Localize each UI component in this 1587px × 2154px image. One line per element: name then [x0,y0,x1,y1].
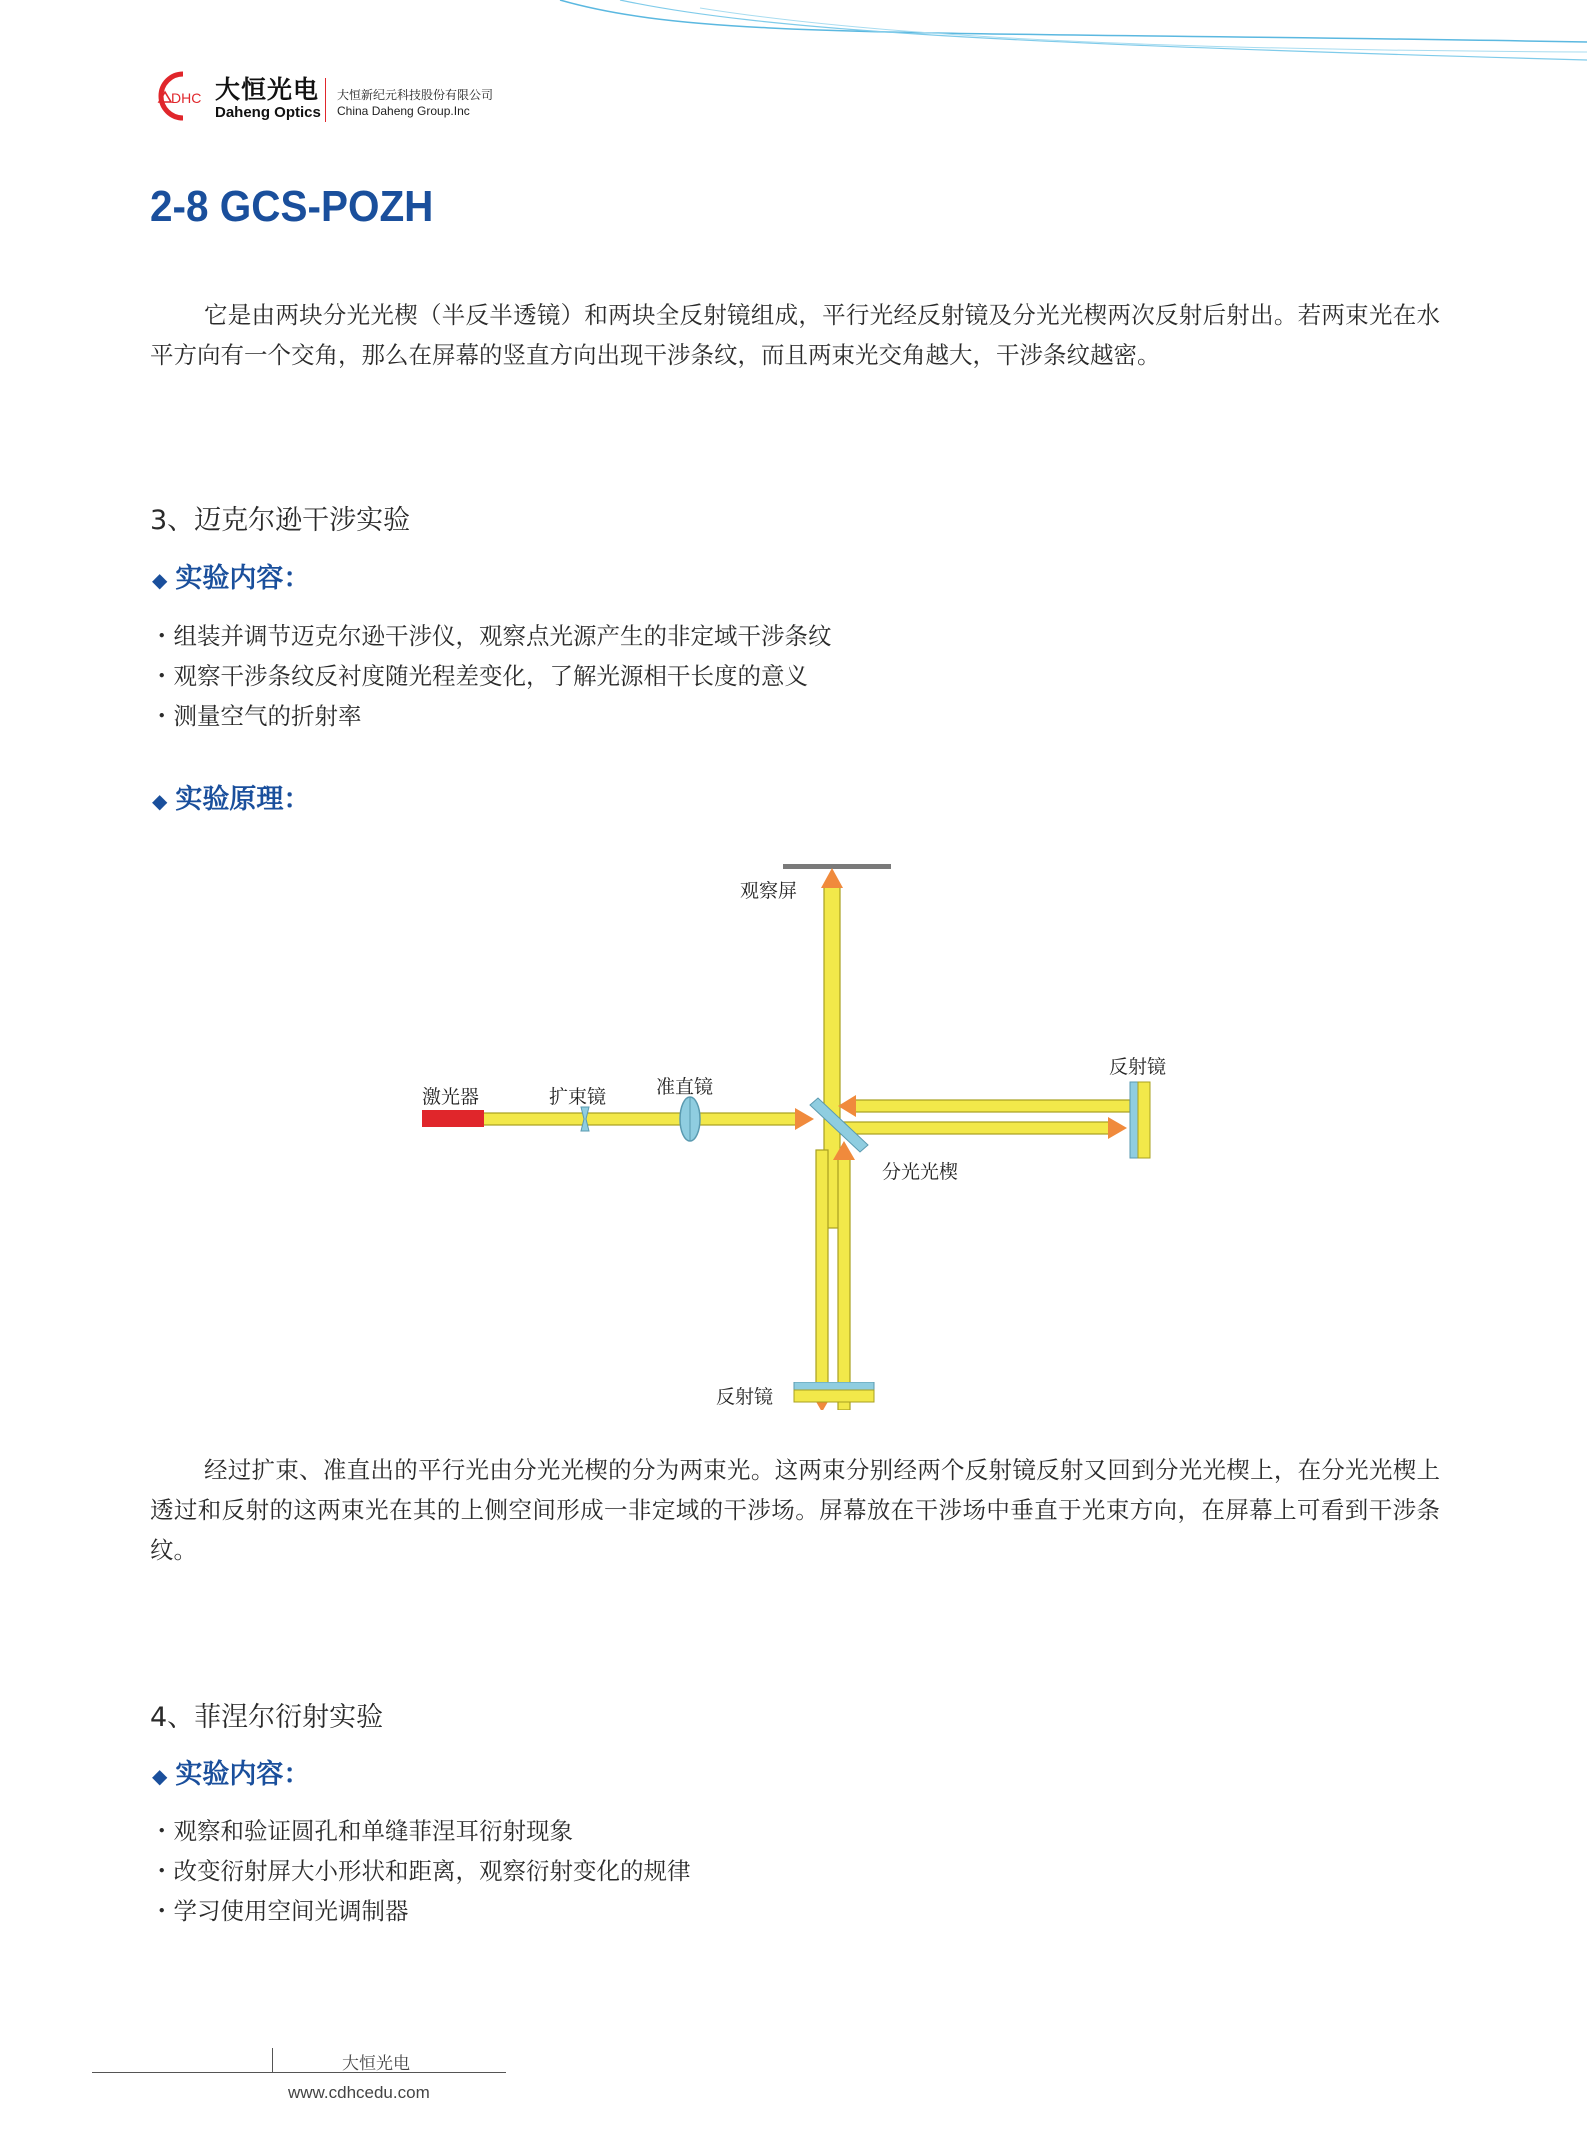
mirror-right-blue [1130,1082,1138,1158]
section3-content-heading-text: 实验内容： [175,563,311,594]
footer-brand: 大恒光电 [342,2054,410,2074]
company-name-cn: 大恒新纪元科技股份有限公司 [337,88,494,102]
beam-to-bottom [816,1150,828,1398]
label-mirror-bottom: 反射镜 [716,1386,774,1408]
section4-heading: 4、菲涅尔衍射实验 [150,1702,384,1733]
diamond-icon: ◆ [152,789,168,813]
laser [422,1110,484,1127]
mirror-bottom [792,1382,882,1406]
brand-cn: 大恒光电 [215,75,320,104]
company-name-en: China Daheng Group.Inc [337,104,470,118]
footer-divider-horizontal [92,2072,506,2073]
section3-principle-heading-text: 实验原理： [175,784,311,815]
footer-divider-vertical [272,2048,273,2072]
label-collimator: 准直镜 [656,1076,714,1098]
header [145,68,565,128]
label-laser: 激光器 [422,1086,480,1108]
laser-beam [483,1113,800,1125]
list-item: ・改变衍射屏大小形状和距离，观察衍射变化的规律 [150,1857,691,1885]
brand-en: Daheng Optics [215,104,321,121]
list-item: ・组装并调节迈克尔逊干涉仪，观察点光源产生的非定域干涉条纹 [150,622,832,650]
principle-paragraph: 经过扩束、准直出的平行光由分光光楔的分为两束光。这两束分别经两个反射镜反射又回到分光光楔上，在分光光楔上透过和反射的这两束光在其的上侧空间形成一非定域的干涉场。屏幕放在干涉场中垂直于光束方向，在屏幕上可看到干涉条纹。 [150,1456,1440,1564]
label-beam-splitter: 分光光楔 [882,1161,959,1183]
list-item: ・观察干涉条纹反衬度随光程差变化，了解光源相干长度的意义 [150,662,808,690]
logo-mark-text: DHC [171,90,202,106]
beam-return-from-right [850,1100,1130,1112]
label-screen: 观察屏 [740,880,798,902]
michelson-diagram [400,850,1220,1410]
arrow-right-icon [795,1108,814,1130]
diamond-icon: ◆ [152,568,168,592]
section3-content-heading [152,556,310,595]
beam-to-right [840,1122,1112,1134]
beam-return-from-bottom [838,1156,850,1410]
list-item: ・测量空气的折射率 [150,702,362,730]
arrow-up-icon [821,868,843,888]
section3-heading: 3、迈克尔逊干涉实验 [150,505,411,536]
observation-screen [783,864,891,869]
section3-principle-heading [152,777,310,816]
section4-content-heading-text: 实验内容： [175,1759,311,1790]
page-title: 2-8 GCS-POZH [150,182,434,231]
label-mirror-right: 反射镜 [1109,1056,1167,1078]
arrow-left-icon [838,1095,856,1117]
section4-content-heading [152,1752,310,1791]
diamond-icon: ◆ [152,1764,168,1788]
mirror-right-yellow [1138,1082,1150,1158]
label-expander: 扩束镜 [549,1086,607,1108]
footer-url-link[interactable]: www.cdhcedu.com [288,2083,430,2102]
header-divider [325,78,326,122]
list-item: ・观察和验证圆孔和单缝菲涅耳衍射现象 [150,1817,573,1845]
intro-paragraph: 它是由两块分光光楔（半反半透镜）和两块全反射镜组成，平行光经反射镜及分光光楔两次反射后射出。若两束光在水平方向有一个交角，那么在屏幕的竖直方向出现干涉条纹，而且两束光交角越大，干涉条纹越密。 [150,301,1440,369]
list-item: ・学习使用空间光调制器 [150,1897,409,1925]
arrow-right-icon [1108,1117,1127,1139]
